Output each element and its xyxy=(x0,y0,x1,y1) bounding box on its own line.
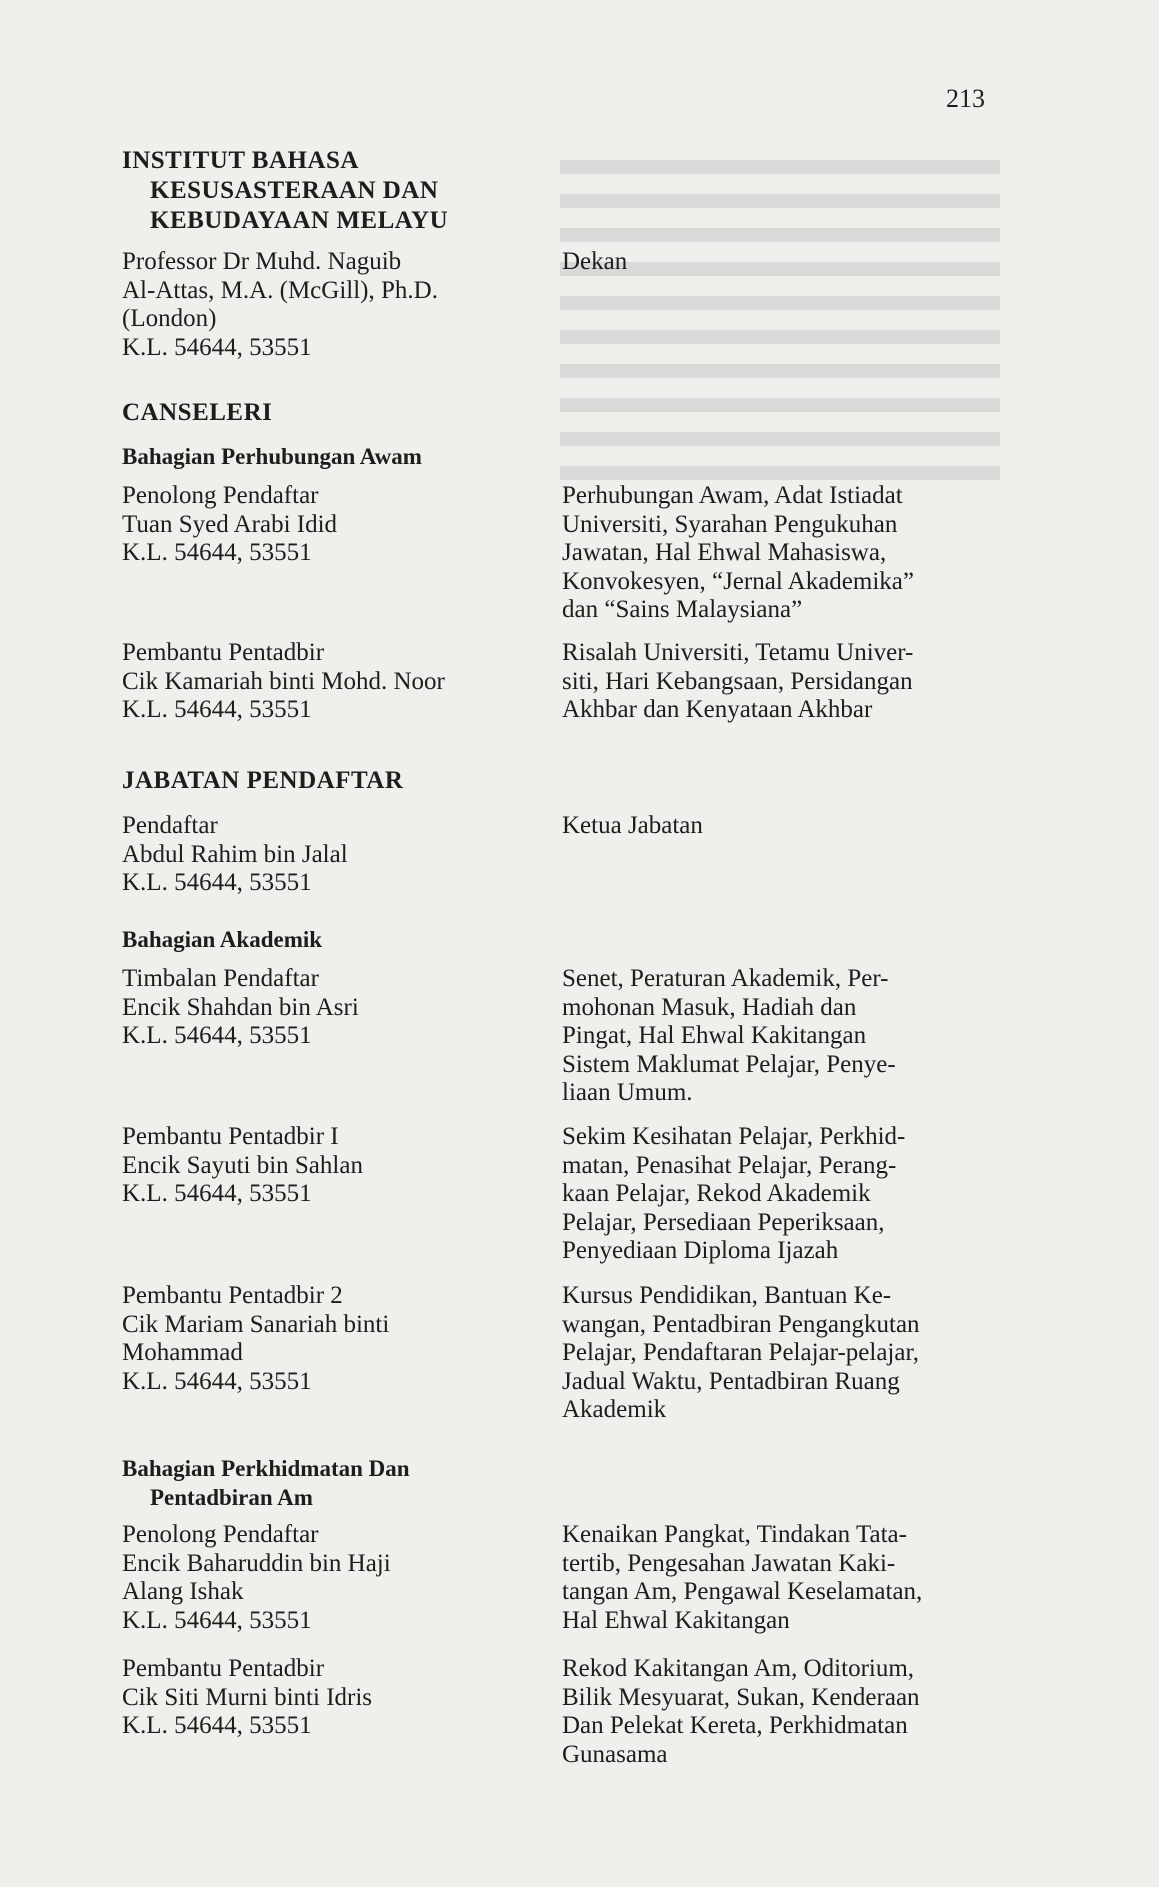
duty-line: Bilik Mesyuarat, Sukan, Kenderaan xyxy=(562,1683,920,1711)
person-line: Timbalan Pendaftar xyxy=(122,965,319,992)
person-line: K.L. 54644, 53551 xyxy=(122,1022,312,1049)
person-line: Cik Siti Murni binti Idris xyxy=(122,1683,373,1711)
jabatan-head-entry xyxy=(122,812,542,898)
duty-line: Hal Ehwal Kakitangan xyxy=(562,1606,790,1634)
duty-line: tertib, Pengesahan Jawatan Kaki- xyxy=(562,1549,896,1577)
person-line: Encik Shahdan bin Asri xyxy=(122,993,359,1021)
person-line: Encik Baharuddin bin Haji xyxy=(122,1549,391,1577)
institute-person xyxy=(122,248,542,362)
person-line: K.L. 54644, 53551 xyxy=(122,1606,312,1634)
duty-line: Pelajar, Persediaan Peperiksaan, xyxy=(562,1208,885,1236)
person-line: (London) xyxy=(122,305,217,332)
akademik-entry-1 xyxy=(122,965,542,1051)
perkhidmatan-subsection xyxy=(122,1454,410,1512)
institute-duty: Dekan xyxy=(562,248,628,275)
duty-line: Penyediaan Diploma Ijazah xyxy=(562,1237,839,1264)
duty-line: Pelajar, Pendaftaran Pelajar-pelajar, xyxy=(562,1339,920,1366)
person-line: Alang Ishak xyxy=(122,1578,244,1605)
person-line: Penolong Pendaftar xyxy=(122,1521,319,1548)
person-line: Tuan Syed Arabi Idid xyxy=(122,510,338,538)
akademik-subsection: Bahagian Akademik xyxy=(122,927,323,952)
duty-line: Risalah Universiti, Tetamu Univer- xyxy=(562,639,914,666)
akademik-entry-3 xyxy=(122,1282,542,1396)
akademik-duty-3 xyxy=(562,1282,994,1425)
institute-title-line: KESUSASTERAAN DAN xyxy=(150,177,439,204)
duty-line: Dan Pelekat Kereta, Perkhidmatan xyxy=(562,1712,908,1739)
duty-line: wangan, Pentadbiran Pengangkutan xyxy=(562,1310,920,1338)
person-line: Penolong Pendaftar xyxy=(122,482,319,509)
duty-line: Pingat, Hal Ehwal Kakitangan xyxy=(562,1022,867,1049)
duty-line: Universiti, Syarahan Pengukuhan xyxy=(562,510,898,538)
canseleri-subsection: Bahagian Perhubungan Awam xyxy=(122,444,422,469)
duty-line: Sekim Kesihatan Pelajar, Perkhid- xyxy=(562,1123,906,1150)
duty-line: Rekod Kakitangan Am, Oditorium, xyxy=(562,1655,915,1682)
person-line: Pembantu Pentadbir 2 xyxy=(122,1282,343,1309)
institute-title-line: INSTITUT BAHASA xyxy=(122,147,359,174)
canseleri-entry-1 xyxy=(122,482,542,568)
duty-line: tangan Am, Pengawal Keselamatan, xyxy=(562,1578,923,1605)
subsection-line: Bahagian Perkhidmatan Dan xyxy=(122,1456,410,1481)
person-line: Pembantu Pentadbir xyxy=(122,639,325,666)
duty-line: Akademik xyxy=(562,1396,667,1423)
jabatan-heading: JABATAN PENDAFTAR xyxy=(122,767,404,794)
duty-line: liaan Umum. xyxy=(562,1079,693,1106)
person-line: K.L. 54644, 53551 xyxy=(122,1367,312,1395)
person-line: K.L. 54644, 53551 xyxy=(122,539,312,566)
canseleri-entry-2 xyxy=(122,639,542,725)
person-line: K.L. 54644, 53551 xyxy=(122,1180,312,1207)
duty-line: Gunasama xyxy=(562,1740,668,1768)
canseleri-duty-2 xyxy=(562,639,994,725)
person-line: Encik Sayuti bin Sahlan xyxy=(122,1151,363,1179)
akademik-duty-1 xyxy=(562,965,994,1108)
duty-line: kaan Pelajar, Rekod Akademik xyxy=(562,1180,871,1207)
person-line: K.L. 54644, 53551 xyxy=(122,333,312,361)
duty-line: Sistem Maklumat Pelajar, Penye- xyxy=(562,1050,896,1078)
duty-line: Konvokesyen, “Jernal Akademika” xyxy=(562,567,914,595)
person-line: Professor Dr Muhd. Naguib xyxy=(122,248,402,275)
person-line: K.L. 54644, 53551 xyxy=(122,696,312,723)
person-line: Pendaftar xyxy=(122,812,218,839)
duty-line: Kursus Pendidikan, Bantuan Ke- xyxy=(562,1282,892,1309)
perkhidmatan-duty-2 xyxy=(562,1655,994,1769)
person-line: Cik Kamariah binti Mohd. Noor xyxy=(122,667,445,695)
page-number: 213 xyxy=(946,84,985,113)
duty-line: Akhbar dan Kenyataan Akhbar xyxy=(562,696,873,723)
person-line: Cik Mariam Sanariah binti xyxy=(122,1310,390,1338)
duty-line: dan “Sains Malaysiana” xyxy=(562,596,803,623)
institute-title-line: KEBUDAYAAN MELAYU xyxy=(150,207,449,234)
duty-line: mohonan Masuk, Hadiah dan xyxy=(562,993,857,1021)
person-line: Abdul Rahim bin Jalal xyxy=(122,840,348,868)
duty-line: matan, Penasihat Pelajar, Perang- xyxy=(562,1151,897,1179)
person-line: K.L. 54644, 53551 xyxy=(122,1712,312,1739)
person-line: Pembantu Pentadbir I xyxy=(122,1123,339,1150)
duty-line: Kenaikan Pangkat, Tindakan Tata- xyxy=(562,1521,907,1548)
perkhidmatan-entry-2 xyxy=(122,1655,542,1741)
person-line: Mohammad xyxy=(122,1339,243,1366)
perkhidmatan-duty-1 xyxy=(562,1521,994,1635)
person-line: K.L. 54644, 53551 xyxy=(122,869,312,896)
duty-line: siti, Hari Kebangsaan, Persidangan xyxy=(562,667,913,695)
institute-heading xyxy=(122,146,448,236)
duty-line: Senet, Peraturan Akademik, Per- xyxy=(562,965,889,992)
canseleri-duty-1 xyxy=(562,482,994,625)
jabatan-head-duty: Ketua Jabatan xyxy=(562,812,703,839)
duty-line: Jadual Waktu, Pentadbiran Ruang xyxy=(562,1367,900,1395)
person-line: Al-Attas, M.A. (McGill), Ph.D. xyxy=(122,276,438,304)
subsection-line: Pentadbiran Am xyxy=(150,1485,313,1510)
duty-line: Perhubungan Awam, Adat Istiadat xyxy=(562,482,903,509)
duty-line: Jawatan, Hal Ehwal Mahasiswa, xyxy=(562,539,887,566)
akademik-entry-2 xyxy=(122,1123,542,1209)
perkhidmatan-entry-1 xyxy=(122,1521,542,1635)
canseleri-heading: CANSELERI xyxy=(122,399,273,426)
akademik-duty-2 xyxy=(562,1123,994,1266)
person-line: Pembantu Pentadbir xyxy=(122,1655,325,1682)
